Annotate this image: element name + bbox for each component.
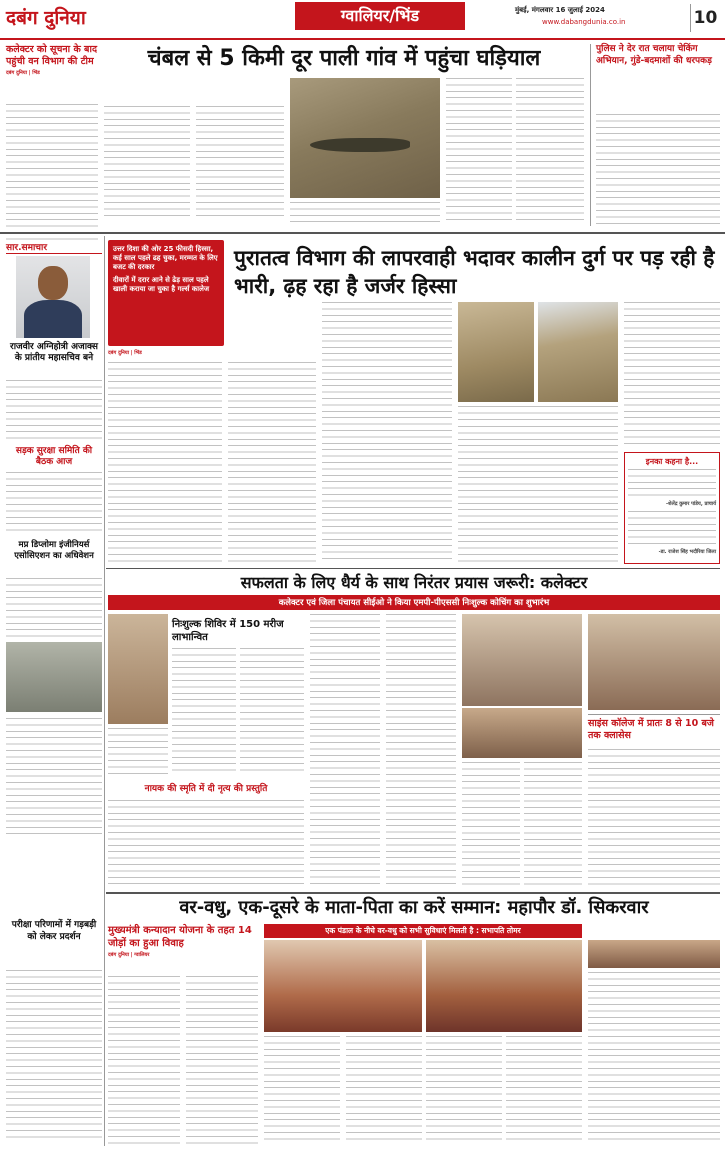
fort-body-1 xyxy=(108,362,222,562)
camp-body-3 xyxy=(108,728,168,776)
marriage-body-7 xyxy=(588,972,720,1144)
collector-photo-1 xyxy=(462,614,582,706)
masthead xyxy=(0,0,725,40)
fort-body-5 xyxy=(624,302,720,448)
collector-photo-3 xyxy=(588,614,720,710)
marriage-photo-1 xyxy=(264,940,422,1032)
marriage-photo-2 xyxy=(426,940,582,1032)
sidebar-body-2 xyxy=(6,472,102,532)
top-main-body-5 xyxy=(516,78,584,222)
fort-quote1-attr: -शेलेंद्र कुमार पांडेय, प्राचार्य xyxy=(665,501,716,507)
fort-body-3 xyxy=(322,302,452,562)
marriage-dateline: दबंग दुनिया | ग्वालियर xyxy=(108,952,150,958)
fort-photo-1 xyxy=(458,302,534,402)
fort-headline: पुरातत्व विभाग की लापरवाही भदावर कालीन दुर्ग पर पड़ रही है भारी, ढ़ह रहा है जर्जर हिस्सा xyxy=(234,246,715,298)
marriage-body-6 xyxy=(506,1036,582,1144)
camp-body-1 xyxy=(172,648,236,776)
page-number: 10 xyxy=(690,4,720,32)
top-main-body-1 xyxy=(104,106,190,218)
sidebar-body-1 xyxy=(6,380,102,440)
person-caption: राजवीर अग्निहोत्री अजाक्स के प्रांतीय महासचिव बने xyxy=(10,342,98,363)
sidebar-item3-headline: मप्र डिप्लोमा इंजीनियर्स एसोसिएशन का अधिवेशन xyxy=(14,540,94,561)
science-story xyxy=(588,714,720,888)
science-body xyxy=(588,749,720,888)
top-left-body xyxy=(6,104,98,244)
collector-body-4 xyxy=(524,762,582,886)
collector-body-2 xyxy=(386,614,456,886)
top-main-headline: चंबल से 5 किमी दूर पाली गांव में पहुंचा घड़ियाल xyxy=(147,46,541,71)
fort-quote2-attr: -डा. राजेश सिंह भदौरिया जिला xyxy=(658,549,716,555)
fort-body-4 xyxy=(458,426,618,562)
sidebar xyxy=(6,240,102,1145)
sidebar-item2-headline: सड़क सुरक्षा समिति की बैठक आज xyxy=(15,446,93,467)
sidebar-body-3 xyxy=(6,578,102,638)
fort-bullet-1: उत्तर दिशा की ओर 25 फीसदी हिस्सा, कई साल पहले ढह चुका, मरम्मत के लिए बजट की दरकार xyxy=(113,245,218,272)
top-right-headline: पुलिस ने देर रात चलाया चेकिंग अभियान, गुंडे-बदमाशों की धरपकड़ xyxy=(596,44,712,66)
sidebar-item4-headline: परीक्षा परिणामों में गड़बड़ी को लेकर प्रदर्शन xyxy=(11,920,97,942)
sidebar-label: सार.समाचार xyxy=(6,240,102,254)
marriage-band: एक पंडाल के नीचे वर-वधु को सभी सुविधाएं मिलती है : सभापति तोमर xyxy=(264,924,582,938)
fort-quote-box xyxy=(624,452,720,564)
marriage-headline: वर-वधु, एक-दूसरे के माता-पिता का करें सम्मान: महापौर डॉ. सिकरवार xyxy=(179,897,649,918)
science-headline: साइंस कॉलेज में प्रातः 8 से 10 बजे तक क्लासेस xyxy=(588,718,714,741)
marriage-body-1 xyxy=(108,976,180,1144)
fort-box-heading: इनका कहना है... xyxy=(645,457,699,466)
top-right-story xyxy=(590,44,720,226)
fort-dateline: दबंग दुनिया | भिंड xyxy=(108,350,142,356)
collector-photo-2 xyxy=(462,708,582,758)
top-left-headline: कलेक्टर को सूचना के बाद पहुंची वन विभाग की टीम xyxy=(6,44,97,67)
collector-body-3 xyxy=(462,762,520,886)
marriage-body-5 xyxy=(426,1036,502,1144)
fort-photo-captions xyxy=(458,406,618,422)
camp-headline: निःशुल्क शिविर में 150 मरीज लाभान्वित xyxy=(172,619,284,643)
camp-photo xyxy=(108,614,168,724)
top-main-body-4 xyxy=(446,78,512,222)
top-left-story xyxy=(6,44,98,244)
collector-subheadline: कलेक्टर एवं जिला पंचायत सीईओ ने किया एमपी-पीएससी निःशुल्क कोचिंग का शुभारंभ xyxy=(108,595,720,610)
camp-body-2 xyxy=(240,648,304,776)
marriage-body-4 xyxy=(346,1036,422,1144)
website: www.dabangdunia.co.in xyxy=(542,18,626,26)
top-right-body xyxy=(596,114,720,226)
fort-story xyxy=(108,240,720,565)
newspaper-logo: दबंग दुनिया xyxy=(6,7,86,29)
camp-body-4 xyxy=(108,800,304,888)
sidebar-group-photo xyxy=(6,642,102,712)
camp-story xyxy=(108,614,304,890)
top-left-dateline: दबंग दुनिया | भिंड xyxy=(6,70,40,76)
marriage-sidebar-headline: मुख्यमंत्री कन्यादान योजना के तहत 14 जोड़ों का हुआ विवाह xyxy=(108,925,252,949)
fort-body-2 xyxy=(228,362,316,562)
crocodile-photo xyxy=(290,78,440,198)
top-main-body-2 xyxy=(196,106,284,218)
sidebar-body-5 xyxy=(6,970,102,1140)
marriage-body-3 xyxy=(264,1036,340,1144)
fort-photo-2 xyxy=(538,302,618,402)
marriage-body-2 xyxy=(186,976,258,1144)
collector-headline: सफलता के लिए धैर्य के साथ निरंतर प्रयास जरूरी: कलेक्टर xyxy=(240,573,588,592)
top-main-story xyxy=(104,44,584,226)
sidebar-body-4 xyxy=(6,718,102,836)
collector-body-1 xyxy=(310,614,380,886)
section-banner: ग्वालियर/भिंड xyxy=(295,2,465,30)
camp-subheadline: नायक की स्मृति में दी नृत्य की प्रस्तुति xyxy=(144,784,268,794)
marriage-story xyxy=(108,896,720,1146)
edition-date: मुंबई, मंगलवार 16 जुलाई 2024 xyxy=(515,6,605,14)
marriage-sidebar xyxy=(108,924,258,1144)
top-main-body-3 xyxy=(290,202,440,222)
person-photo xyxy=(16,256,90,338)
fort-bullet-2: दीवारों में दरार आने से ढेड़ साल पहले खाली कराया जा चुका है गर्ल्स कालेज xyxy=(113,275,210,293)
fort-highlights-box xyxy=(108,240,224,346)
marriage-photo-3 xyxy=(588,940,720,968)
